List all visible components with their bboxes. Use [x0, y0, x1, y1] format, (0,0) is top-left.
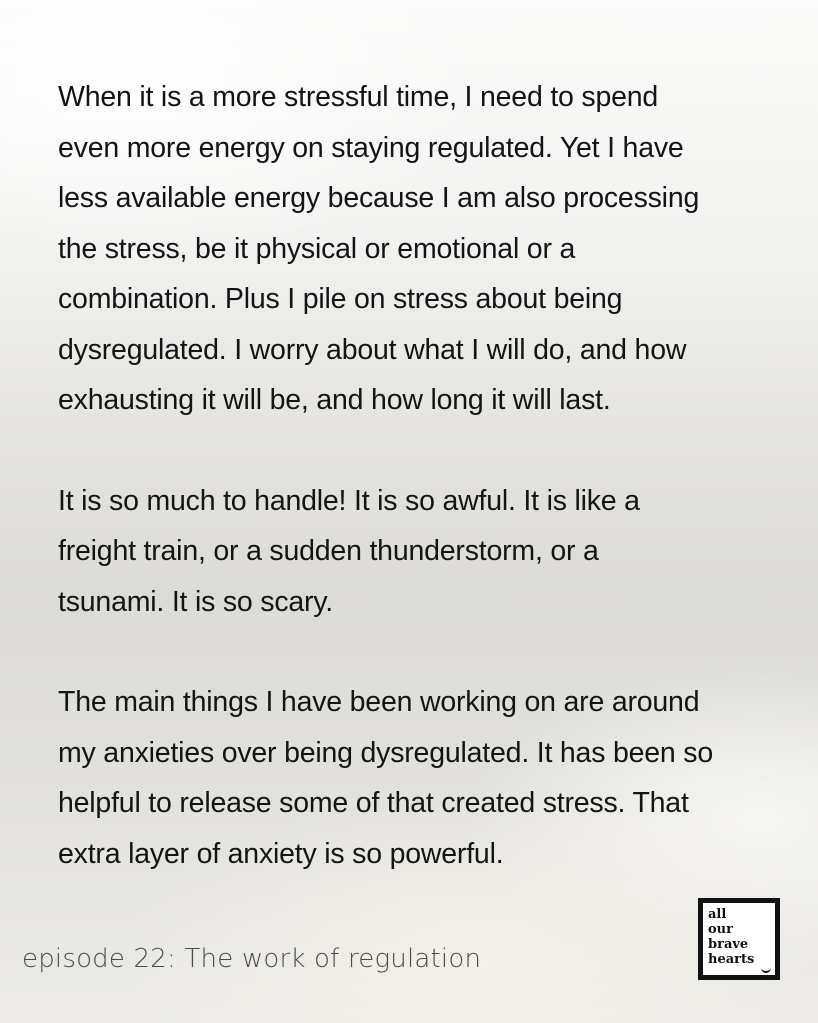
text-line: even more energy on staying regulated. Yet I have	[58, 131, 684, 164]
paragraph-1	[58, 72, 778, 426]
text-line: When it is a more stressful time, I need to spend	[58, 81, 659, 113]
logo-line: hearts	[708, 952, 755, 967]
logo-wordmark	[708, 907, 754, 967]
smile-icon	[761, 965, 771, 973]
logo-line: brave	[708, 937, 749, 952]
text-line: less available energy because I am also processing	[58, 182, 700, 214]
episode-title: episode 22: The work of regulation	[22, 944, 482, 974]
text-line: my anxieties over being dysregulated. It has been so	[58, 736, 713, 769]
text-line: dysregulated. I worry about what I will do, and how	[58, 333, 687, 366]
logo-line: our	[708, 922, 733, 937]
text-line: extra layer of anxiety is so powerful.	[58, 837, 504, 870]
paragraph-2	[58, 476, 778, 628]
text-line: It is so much to handle! It is so awful. It is like a	[58, 484, 640, 517]
quote-text	[58, 72, 778, 929]
text-line: the stress, be it physical or emotional or a	[58, 232, 576, 265]
text-line: tsunami. It is so scary.	[58, 585, 333, 618]
paragraph-3	[58, 677, 778, 879]
text-line: freight train, or a sudden thunderstorm, or a	[58, 535, 599, 567]
brand-logo	[698, 898, 780, 980]
text-line: combination. Plus I pile on stress about being	[58, 283, 623, 315]
logo-line: all	[708, 907, 727, 922]
text-line: helpful to release some of that created stress. That	[58, 787, 689, 819]
text-line: The main things I have been working on are around	[58, 686, 700, 718]
text-line: exhausting it will be, and how long it will last.	[58, 384, 611, 416]
